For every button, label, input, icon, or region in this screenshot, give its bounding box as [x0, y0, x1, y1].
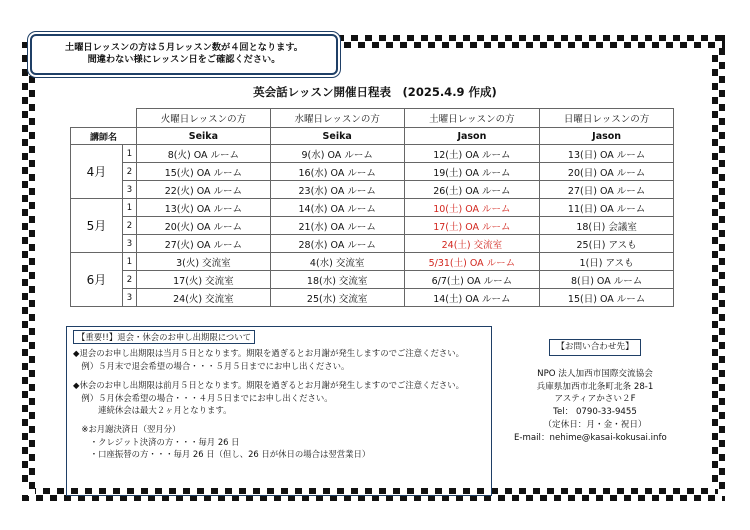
policy-line: ・口座振替の方・・・毎月 26 日（但し、26 日が休日の場合は翌営業日）: [73, 449, 371, 460]
table-row: [71, 199, 674, 217]
table-row: [71, 235, 674, 253]
lesson-cell-highlight: 24(土) 交流室: [404, 235, 540, 253]
contact-org: NPO 法人加西市国際交流協会: [537, 368, 653, 379]
lesson-cell: 20(火) OA ルーム: [137, 217, 271, 235]
policy-line: 例）５月末で退会希望の場合・・・５月５日までにお申し出ください。: [73, 360, 350, 371]
lesson-cell: 12(土) OA ルーム: [404, 145, 540, 163]
lesson-cell-highlight: 17(土) OA ルーム: [404, 217, 540, 235]
table-row: [71, 271, 674, 289]
lesson-cell: 17(火) 交流室: [137, 271, 271, 289]
lesson-cell: 28(水) OA ルーム: [270, 235, 404, 253]
month-label: 6月: [71, 253, 123, 307]
contact-closed: （定休日：月・金・祝日）: [543, 419, 647, 430]
lesson-number: 3: [123, 289, 137, 307]
lesson-number: 2: [123, 217, 137, 235]
lesson-cell: 20(日) OA ルーム: [540, 163, 674, 181]
lesson-cell: 27(火) OA ルーム: [137, 235, 271, 253]
column-header: 日曜日レッスンの方: [540, 109, 674, 128]
month-label: 4月: [71, 145, 123, 199]
lesson-number: 3: [123, 235, 137, 253]
contact-heading: 【お問い合わせ先】: [549, 339, 640, 356]
lesson-cell: 14(水) OA ルーム: [270, 199, 404, 217]
lesson-cell: 11(日) OA ルーム: [540, 199, 674, 217]
lesson-cell: 3(火) 交流室: [137, 253, 271, 271]
lesson-cell: 19(土) OA ルーム: [404, 163, 540, 181]
lesson-cell: 6/7(土) OA ルーム: [404, 271, 540, 289]
contact-building: アスティアかさい２F: [554, 394, 636, 405]
lesson-cell: 8(火) OA ルーム: [137, 145, 271, 163]
notice-line-1: 土曜日レッスンの方は５月レッスン数が４回となります。: [65, 42, 303, 53]
policy-line: 例）５月休会希望の場合・・・４月５日までにお申し出ください。: [73, 392, 333, 403]
lesson-cell: 18(日) 会議室: [540, 217, 674, 235]
policy-box: [66, 326, 492, 496]
lesson-cell: 13(火) OA ルーム: [137, 199, 271, 217]
policy-line: ※お月謝決済日（翌月分）: [73, 424, 181, 435]
header-row: [71, 109, 674, 128]
lesson-cell: 4(水) 交流室: [270, 253, 404, 271]
lesson-cell: 27(日) OA ルーム: [540, 181, 674, 199]
contact-block: [500, 339, 690, 445]
column-header: 土曜日レッスンの方: [404, 109, 540, 128]
lesson-cell: 9(水) OA ルーム: [270, 145, 404, 163]
teacher-name: Seika: [137, 128, 271, 145]
lesson-cell: 15(火) OA ルーム: [137, 163, 271, 181]
lesson-number: 2: [123, 163, 137, 181]
policy-heading: 【重要!!】退会・休会のお申し出期限について: [73, 330, 255, 344]
contact-tel: Tel： 0790-33-9455: [553, 407, 637, 418]
column-header: 火曜日レッスンの方: [137, 109, 271, 128]
lesson-cell: 24(火) 交流室: [137, 289, 271, 307]
month-label: 5月: [71, 199, 123, 253]
teacher-name: Jason: [540, 128, 674, 145]
table-row: [71, 253, 674, 271]
notice-line-2: 間違わない様にレッスン日をご確認ください。: [87, 54, 281, 65]
schedule-table: [70, 108, 674, 307]
lesson-number: 2: [123, 271, 137, 289]
page-title: 英会話レッスン開催日程表 (2025.4.9 作成): [253, 85, 497, 99]
table-row: [71, 163, 674, 181]
lesson-cell: 14(土) OA ルーム: [404, 289, 540, 307]
lesson-cell: 21(水) OA ルーム: [270, 217, 404, 235]
teacher-name: Seika: [270, 128, 404, 145]
lesson-cell: 1(日) アスも: [540, 253, 674, 271]
policy-line: ・クレジット決済の方・・・毎月 26 日: [73, 436, 240, 447]
lesson-cell: 16(水) OA ルーム: [270, 163, 404, 181]
lesson-cell: 15(日) OA ルーム: [540, 289, 674, 307]
policy-line: ◆退会のお申し出期限は当月５日となります。期限を過ぎるとお月謝が発生しますのでご注意ください。: [73, 348, 465, 359]
lesson-cell: 8(日) OA ルーム: [540, 271, 674, 289]
lesson-cell-highlight: 5/31(土) OA ルーム: [404, 253, 540, 271]
column-header: 水曜日レッスンの方: [270, 109, 404, 128]
contact-email: E-mail：nehime@kasai-kokusai.info: [514, 432, 667, 443]
lesson-cell-highlight: 10(土) OA ルーム: [404, 199, 540, 217]
lesson-cell: 22(火) OA ルーム: [137, 181, 271, 199]
lesson-cell: 26(土) OA ルーム: [404, 181, 540, 199]
lesson-cell: 13(日) OA ルーム: [540, 145, 674, 163]
lesson-number: 1: [123, 253, 137, 271]
table-row: [71, 289, 674, 307]
table-row: [71, 181, 674, 199]
lesson-number: 1: [123, 199, 137, 217]
teacher-name: Jason: [404, 128, 540, 145]
table-row: [71, 145, 674, 163]
lesson-cell: 23(水) OA ルーム: [270, 181, 404, 199]
lesson-cell: 18(水) 交流室: [270, 271, 404, 289]
contact-address: 兵庫県加西市北条町北条 28-1: [536, 381, 654, 392]
policy-line: ◆休会のお申し出期限は前月５日となります。期限を過ぎるとお月謝が発生しますのでご注意ください。: [73, 380, 465, 391]
notice-box: [30, 34, 338, 75]
lesson-number: 3: [123, 181, 137, 199]
teacher-label: 講師名: [71, 128, 137, 145]
policy-line: 連続休会は最大２ヶ月となります。: [73, 405, 232, 416]
lesson-number: 1: [123, 145, 137, 163]
table-row: [71, 217, 674, 235]
lesson-cell: 25(日) アスも: [540, 235, 674, 253]
teacher-row: [71, 128, 674, 145]
lesson-cell: 25(水) 交流室: [270, 289, 404, 307]
